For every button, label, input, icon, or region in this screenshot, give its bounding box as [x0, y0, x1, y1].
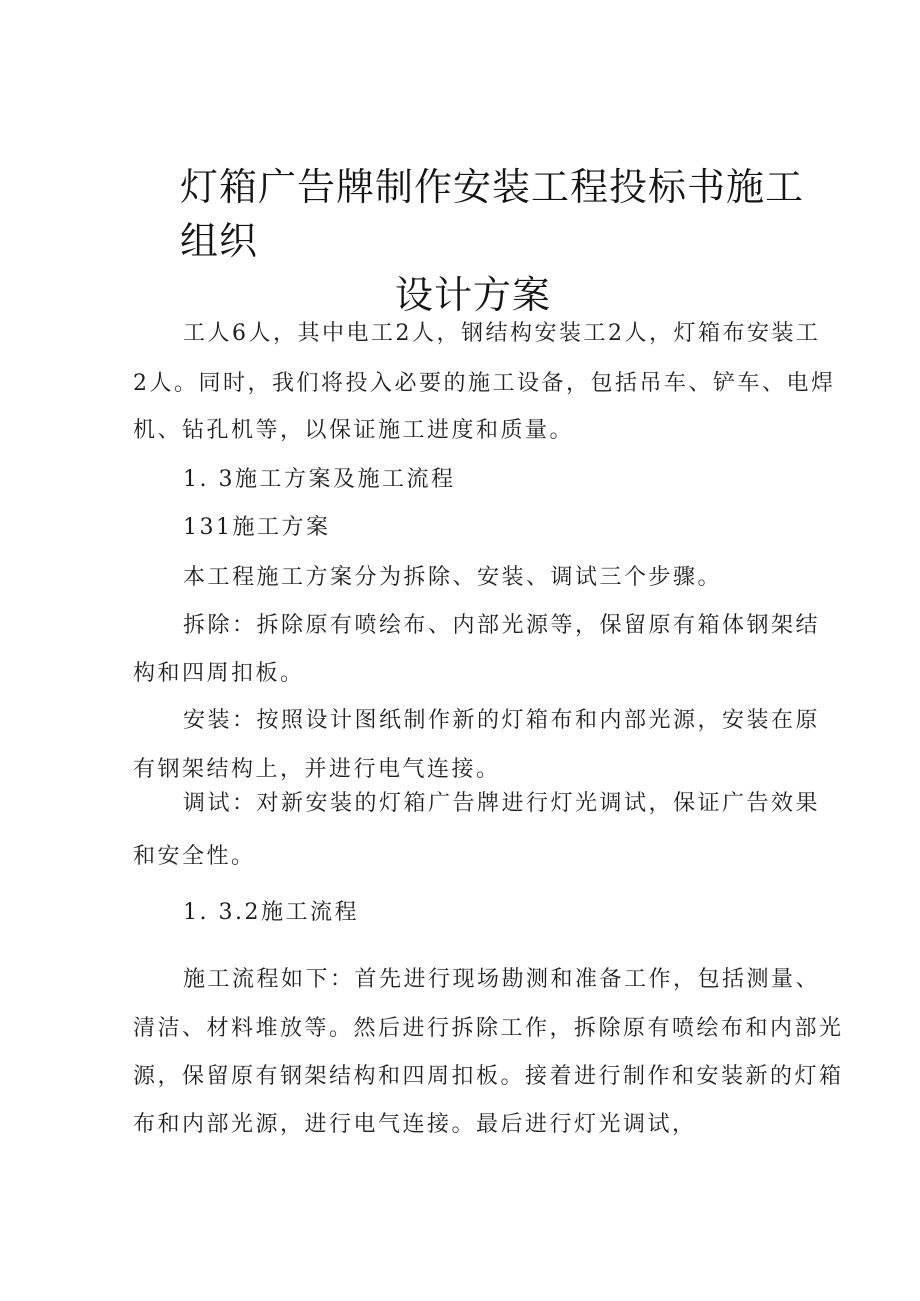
para-debug-line-2: 和安全性。 — [133, 844, 256, 869]
para-debug-line-1: 调试：对新安装的灯箱广告牌进行灯光调试，保证广告效果 — [183, 791, 821, 816]
title-line-1: 灯箱广告牌制作安装工程投标书施工组织 — [180, 165, 805, 263]
heading-1-3-1: 131施工方案 — [183, 515, 331, 540]
para-workers-line-2: 2人。同时，我们将投入必要的施工设备，包括吊车、铲车、电焊 — [133, 371, 836, 396]
para-process-line-4: 布和内部光源，进行电气连接。最后进行灯光调试， — [133, 1112, 697, 1137]
para-process-line-1: 施工流程如下：首先进行现场勘测和准备工作，包括测量、 — [183, 967, 821, 992]
para-demolition-line-2: 构和四周扣板。 — [133, 661, 305, 686]
para-process-line-3: 源，保留原有钢架结构和四周扣板。接着进行制作和安装新的灯箱 — [133, 1064, 844, 1089]
para-workers-line-1: 工人6人，其中电工2人，钢结构安装工2人，灯箱布安装工 — [183, 321, 821, 346]
para-install-line-1: 安装：按照设计图纸制作新的灯箱布和内部光源，安装在原 — [183, 708, 821, 733]
document-title — [180, 160, 840, 322]
para-workers-line-3: 机、钻孔机等，以保证施工进度和质量。 — [133, 418, 575, 443]
para-plan-summary: 本工程施工方案分为拆除、安装、调试三个步骤。 — [183, 565, 723, 590]
para-install-line-2: 有钢架结构上，并进行电气连接。 — [133, 757, 501, 782]
title-line-2: 设计方案 — [395, 273, 552, 317]
para-process-line-2: 清洁、材料堆放等。然后进行拆除工作，拆除原有喷绘布和内部光 — [133, 1016, 844, 1041]
heading-1-3: 1. 3施工方案及施工流程 — [183, 467, 456, 492]
para-demolition-line-1: 拆除：拆除原有喷绘布、内部光源等，保留原有箱体钢架结 — [183, 613, 821, 638]
heading-1-3-2: 1. 3.2施工流程 — [183, 900, 359, 925]
